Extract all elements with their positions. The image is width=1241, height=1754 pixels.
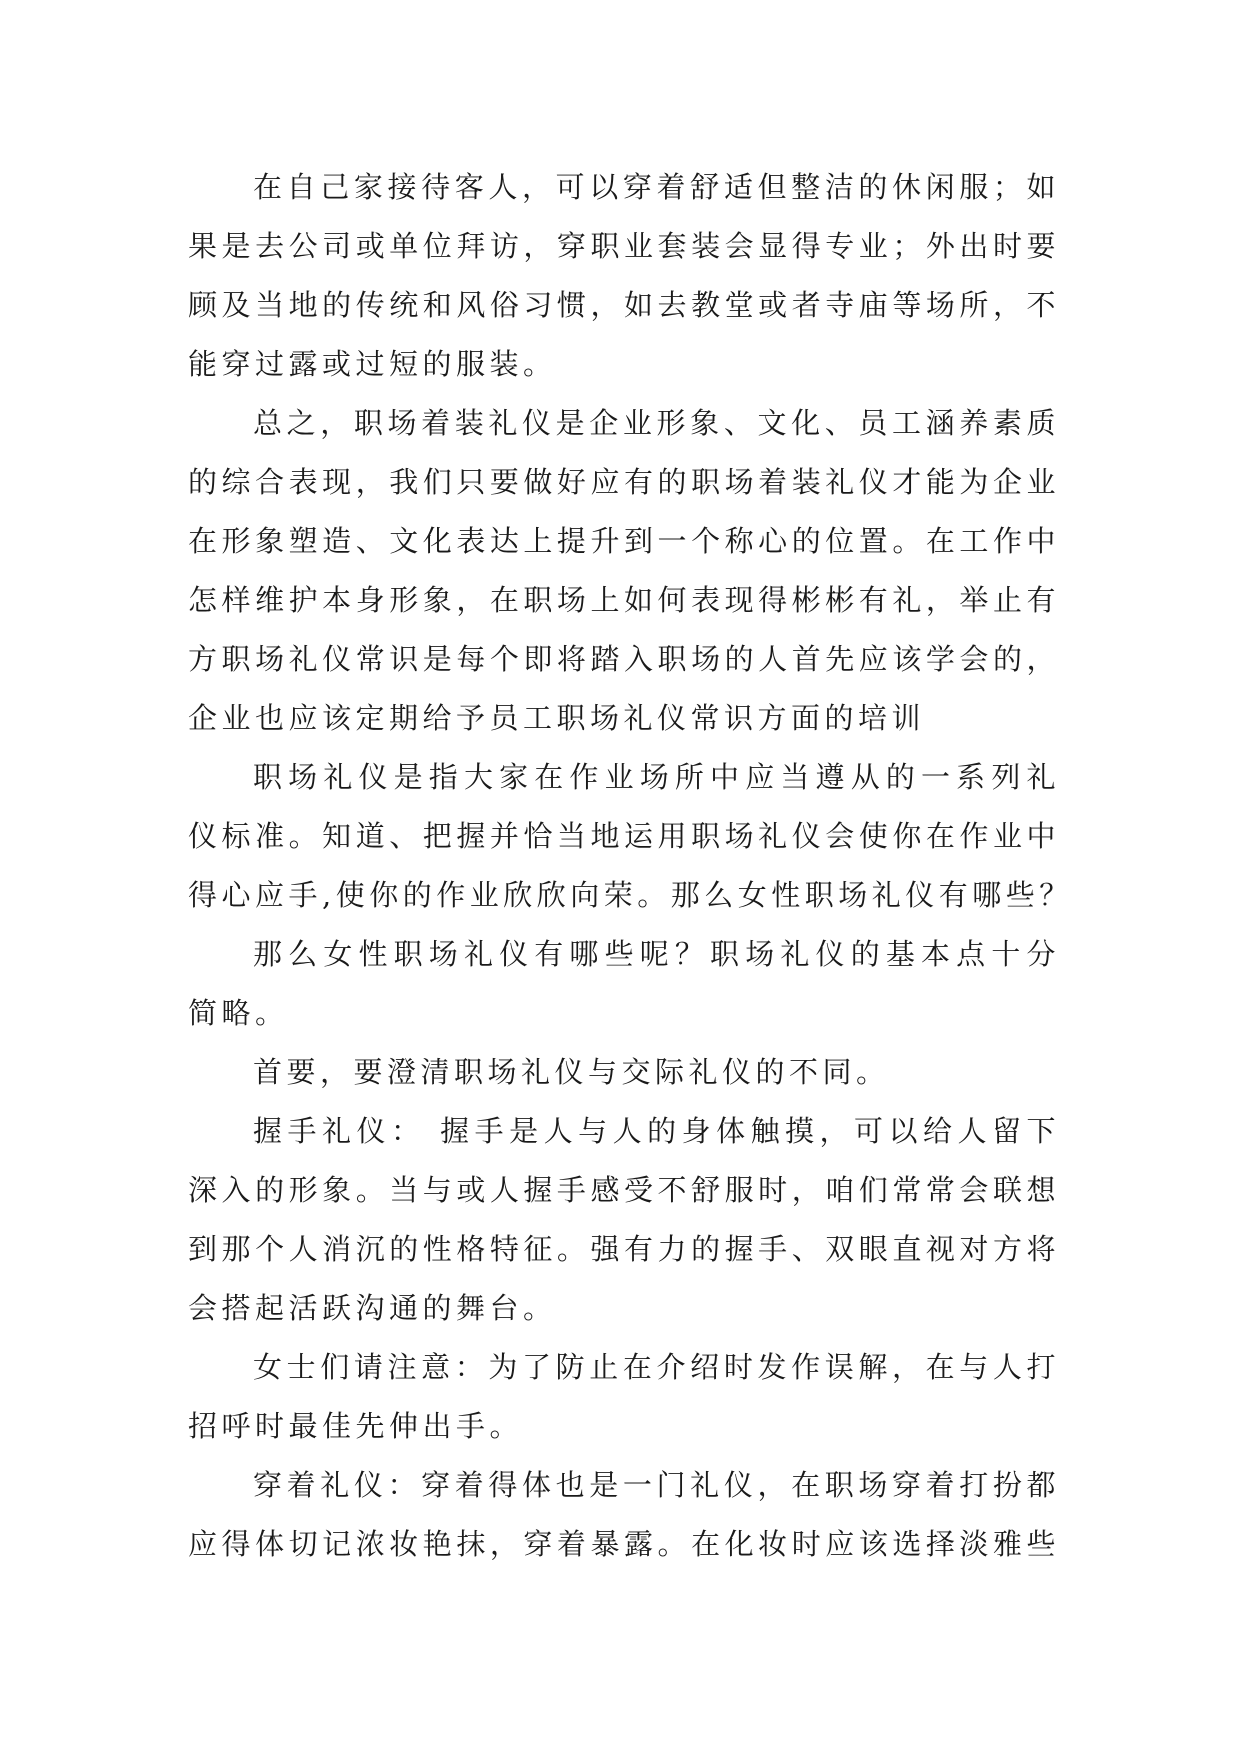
text-line: 会搭起活跃沟通的舞台。 — [188, 1291, 557, 1325]
text-line: 到那个人消沉的性格特征。强有力的握手、双眼直视对方将 — [188, 1232, 1060, 1266]
text-line: 能穿过露或过短的服装。 — [188, 347, 557, 381]
text-line: 握手礼仪： 握手是人与人的身体触摸，可以给人留下 — [253, 1114, 1060, 1148]
text-line: 的综合表现，我们只要做好应有的职场着装礼仪才能为企业 — [188, 465, 1060, 499]
text-line: 应得体切记浓妆艳抹，穿着暴露。在化妆时应该选择淡雅些 — [188, 1527, 1060, 1561]
text-line: 简略。 — [188, 996, 289, 1030]
text-line: 在自己家接待客人，可以穿着舒适但整洁的休闲服；如 — [253, 170, 1060, 204]
text-line: 企业也应该定期给予员工职场礼仪常识方面的培训 — [188, 701, 926, 735]
document-body — [188, 158, 1073, 1574]
text-line: 在形象塑造、文化表达上提升到一个称心的位置。在工作中 — [188, 524, 1060, 558]
paragraph — [188, 1102, 1060, 1338]
text-line: 深入的形象。当与或人握手感受不舒服时，咱们常常会联想 — [188, 1173, 1060, 1207]
text-line: 职场礼仪是指大家在作业场所中应当遵从的一系列礼 — [253, 760, 1060, 794]
paragraph — [188, 394, 1060, 748]
text-line: 果是去公司或单位拜访，穿职业套装会显得专业；外出时要 — [188, 229, 1060, 263]
text-line: 穿着礼仪：穿着得体也是一门礼仪，在职场穿着打扮都 — [253, 1468, 1060, 1502]
text-line: 方职场礼仪常识是每个即将踏入职场的人首先应该学会的， — [188, 642, 1060, 676]
text-line: 得心应手,使你的作业欣欣向荣。那么女性职场礼仪有哪些？ — [188, 878, 1073, 912]
text-line: 顾及当地的传统和风俗习惯，如去教堂或者寺庙等场所，不 — [188, 288, 1060, 322]
paragraph — [188, 158, 1060, 394]
text-line: 仪标准。知道、把握并恰当地运用职场礼仪会使你在作业中 — [188, 819, 1060, 853]
paragraph — [188, 1456, 1060, 1574]
text-line: 招呼时最佳先伸出手。 — [188, 1409, 524, 1443]
text-line: 总之，职场着装礼仪是企业形象、文化、员工涵养素质 — [253, 406, 1060, 440]
paragraph — [188, 748, 1073, 925]
text-line: 那么女性职场礼仪有哪些呢？职场礼仪的基本点十分 — [253, 937, 1060, 971]
paragraph — [188, 1043, 1060, 1102]
paragraph — [188, 1338, 1060, 1456]
text-line: 首要，要澄清职场礼仪与交际礼仪的不同。 — [253, 1055, 890, 1089]
text-line: 女士们请注意：为了防止在介绍时发作误解，在与人打 — [253, 1350, 1060, 1384]
paragraph — [188, 925, 1060, 1043]
text-line: 怎样维护本身形象，在职场上如何表现得彬彬有礼，举止有 — [188, 583, 1060, 617]
